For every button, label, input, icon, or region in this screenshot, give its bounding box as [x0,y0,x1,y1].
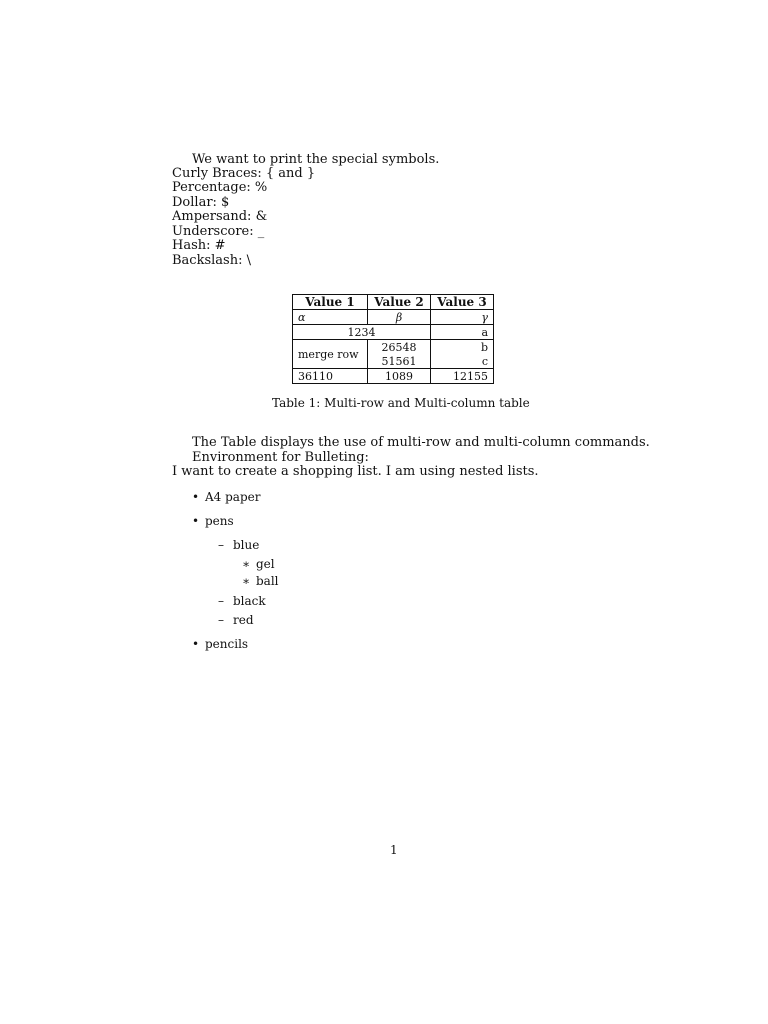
cell-12155: 12155 [431,369,494,384]
multi-row-column-table [292,294,494,384]
bullet-icon: • [192,514,200,528]
symbol-line-backslash: Backslash: \ [172,253,251,268]
symbol-line-curly: Curly Braces: { and } [172,166,316,181]
list-item-blue: blue [233,538,260,552]
environment-line: Environment for Bulleting: [192,450,369,465]
symbol-line-underscore: Underscore: _ [172,224,265,239]
header-value-1: Value 1 [293,295,368,310]
dash-icon: – [218,538,224,552]
list-item-gel: gel [256,557,275,571]
list-item-red: red [233,613,254,627]
table-row [293,325,494,340]
cell-26548: 26548 [368,340,431,355]
bullet-icon: • [192,637,200,651]
cell-merge-row: merge row [293,340,368,369]
list-item-pens: pens [205,514,234,528]
cell-a: a [431,325,494,340]
table-row [293,369,494,384]
symbol-line-ampersand: Ampersand: & [172,209,268,224]
cell-alpha: α [293,310,368,325]
intro-first-line: We want to print the special symbols. [192,152,440,167]
symbol-line-dollar: Dollar: $ [172,195,230,210]
table-row [293,310,494,325]
symbol-line-hash: Hash: # [172,238,226,253]
table-header-row [293,295,494,310]
header-value-3: Value 3 [431,295,494,310]
asterisk-icon: ∗ [242,574,251,588]
cell-36110: 36110 [293,369,368,384]
list-intro: I want to create a shopping list. I am using nested lists. [172,464,539,479]
list-item-ball: ball [256,574,279,588]
cell-b: b [431,340,494,355]
cell-gamma: γ [431,310,494,325]
header-value-2: Value 2 [368,295,431,310]
table-row [293,340,494,355]
list-item-black: black [233,594,266,608]
page-number: 1 [390,843,398,857]
dash-icon: – [218,613,224,627]
cell-1089: 1089 [368,369,431,384]
list-item-a4-paper: A4 paper [205,490,261,504]
bullet-icon: • [192,490,200,504]
table-caption: Table 1: Multi-row and Multi-column table [272,396,530,410]
cell-beta: β [368,310,431,325]
cell-51561: 51561 [368,354,431,369]
list-item-pencils: pencils [205,637,249,651]
cell-merged-1234: 1234 [293,325,431,340]
table-sentence: The Table displays the use of multi-row and multi-column commands. [192,435,650,450]
symbol-line-percentage: Percentage: % [172,180,268,195]
asterisk-icon: ∗ [242,557,251,571]
multi-table-wrapper [292,294,494,384]
dash-icon: – [218,594,224,608]
cell-c: c [431,354,494,369]
